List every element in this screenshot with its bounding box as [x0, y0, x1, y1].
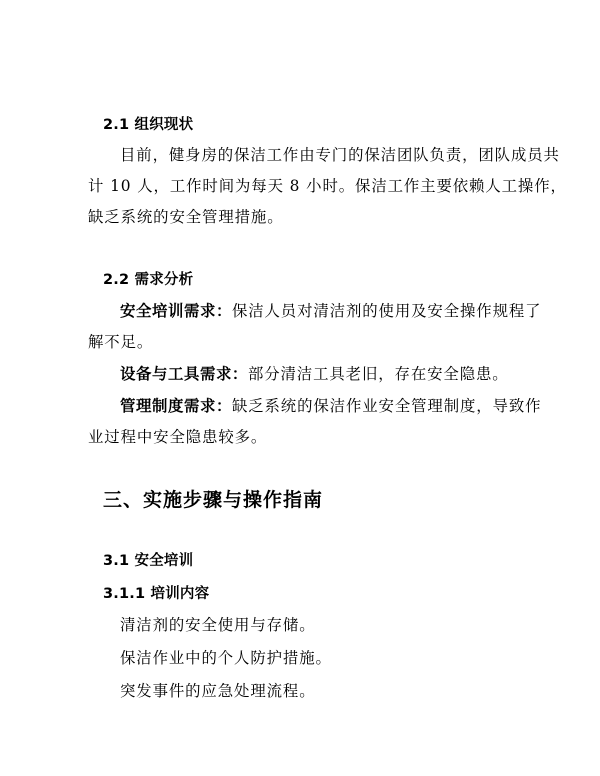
section-2-2-heading: 2.2 需求分析: [103, 272, 194, 288]
section-3-1-1-heading: 3.1.1 培训内容: [103, 586, 210, 602]
requirement-lead: 管理制度需求：: [120, 397, 232, 415]
requirement-item: [120, 394, 541, 416]
requirement-text-continued: 解不足。: [88, 333, 154, 351]
requirement-text: 部分清洁工具老旧，存在安全隐患。: [247, 365, 509, 383]
requirement-item: [120, 299, 541, 321]
section-2-1-heading: 2.1 组织现状: [103, 117, 194, 133]
chapter-3-heading: 三、实施步骤与操作指南: [103, 489, 324, 511]
section-3-1-heading: 3.1 安全培训: [103, 553, 194, 569]
requirement-text: 缺乏系统的保洁作业安全管理制度，导致作: [231, 397, 542, 415]
paragraph-line: 缺乏系统的安全管理措施。: [88, 208, 284, 226]
requirement-lead: 安全培训需求：: [120, 302, 232, 320]
training-item: 保洁作业中的个人防护措施。: [120, 649, 332, 667]
requirement-lead: 设备与工具需求：: [120, 365, 248, 383]
paragraph-line: 计 10 人，工作时间为每天 8 小时。保洁工作主要依赖人工操作，: [88, 177, 567, 195]
training-item: 突发事件的应急处理流程。: [120, 682, 316, 700]
training-item: 清洁剂的安全使用与存储。: [120, 616, 316, 634]
requirement-item: [120, 362, 509, 384]
requirement-text: 保洁人员对清洁剂的使用及安全操作规程了: [231, 302, 542, 320]
paragraph-line: 目前，健身房的保洁工作由专门的保洁团队负责，团队成员共: [120, 146, 560, 164]
requirement-text-continued: 业过程中安全隐患较多。: [88, 428, 268, 446]
